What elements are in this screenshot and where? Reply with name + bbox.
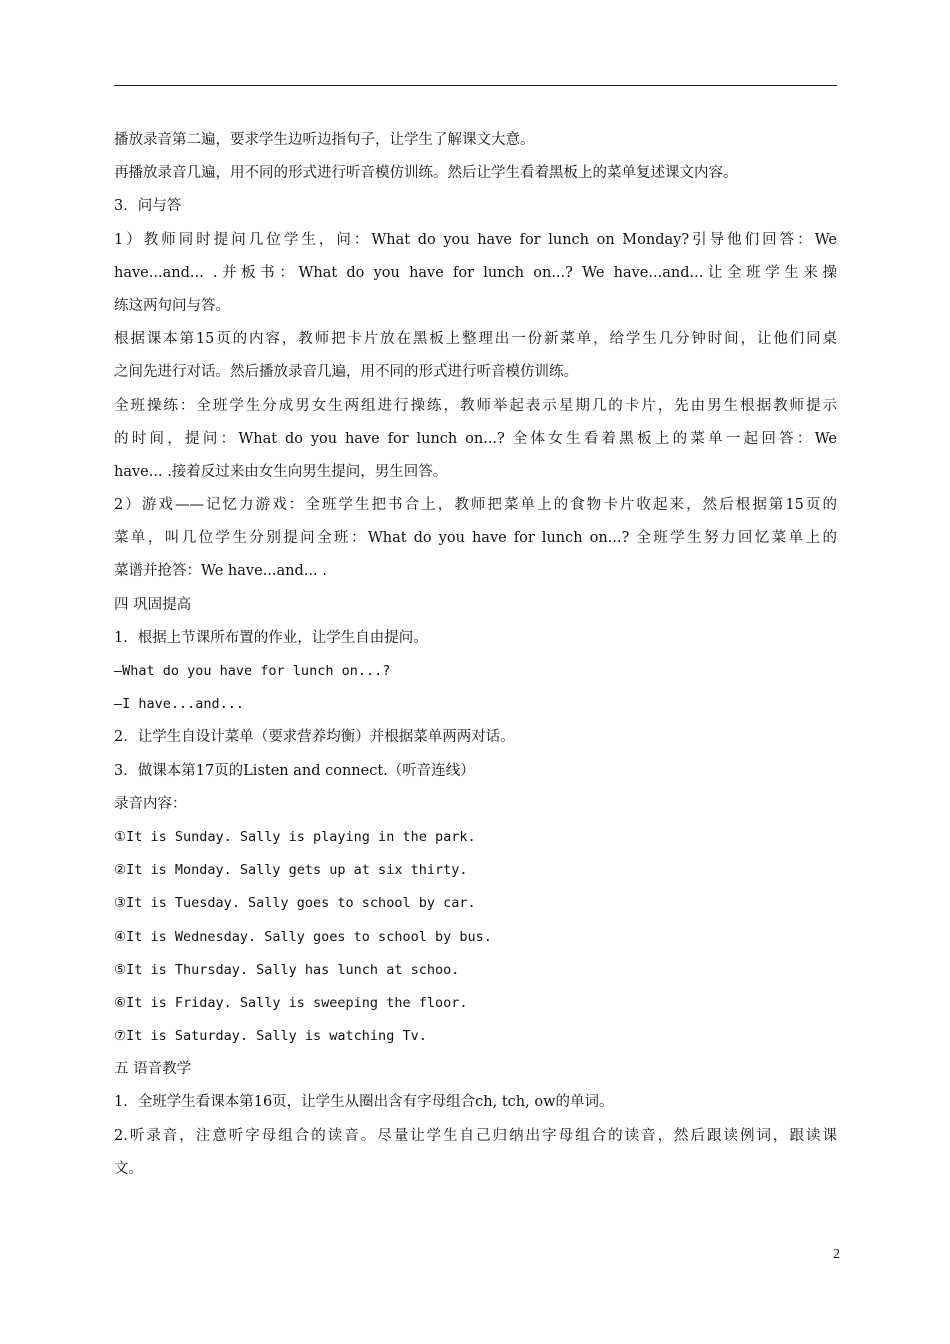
section-heading: 五 语音教学 [114, 1061, 192, 1078]
text-line: 2）游戏——记忆力游戏：全班学生把书合上，教师把菜单上的食物卡片收起来，然后根据第15页的 [114, 497, 837, 514]
text-line: 菜单，叫几位学生分别提问全班：What do you have for lunch on...? 全班学生努力回忆菜单上的 [114, 530, 837, 547]
text-line: 之间先进行对话。然后播放录音几遍，用不同的形式进行听音模仿训练。 [114, 364, 578, 381]
text-line: 文。 [114, 1160, 143, 1177]
text-line: 1．全班学生看课本第16页，让学生从圈出含有字母组合ch, tch, ow的单词。 [114, 1094, 614, 1111]
text-line: have...and... .并板书：What do you have for lunch on...? We have...and...让全班学生来操 [114, 264, 837, 281]
text-line: 再播放录音几遍，用不同的形式进行听音模仿训练。然后让学生看着黑板上的菜单复述课文内容。 [114, 165, 738, 182]
recording-item: ⑥It is Friday. Sally is sweeping the floor. [114, 994, 468, 1011]
recording-item: ①It is Sunday. Sally is playing in the park. [114, 828, 476, 845]
text-line: 全班操练：全班学生分成男女生两组进行操练，教师举起表示星期几的卡片，先由男生根据教师提示 [114, 397, 837, 414]
text-line: have... .接着反过来由女生向男生提问，男生回答。 [114, 463, 448, 480]
text-line: 1）教师同时提问几位学生，问：What do you have for lunch on Monday?引导他们回答：We [114, 231, 837, 248]
text-line: 3．做课本第17页的Listen and connect.（听音连线） [114, 762, 475, 779]
text-line: 2.听录音，注意听字母组合的读音。尽量让学生自己归纳出字母组合的读音，然后跟读例词，跟读课 [114, 1127, 837, 1144]
body-text [114, 124, 837, 1186]
text-line: 录音内容： [114, 795, 187, 812]
text-line: 的时间，提问：What do you have for lunch on...? 全体女生看着黑板上的菜单一起回答：We [114, 430, 837, 447]
text-line: 菜谱并抢答：We have...and... . [114, 563, 327, 580]
header-rule [114, 85, 837, 86]
recording-item: ③It is Tuesday. Sally goes to school by car. [114, 895, 476, 912]
text-line: 1．根据上节课所布置的作业，让学生自由提问。 [114, 629, 428, 646]
text-line: 2．让学生自设计菜单（要求营养均衡）并根据菜单两两对话。 [114, 729, 515, 746]
recording-item: ②It is Monday. Sally gets up at six thirty. [114, 862, 468, 879]
recording-item: ④It is Wednesday. Sally goes to school by bus. [114, 928, 492, 945]
text-line: 练这两句问与答。 [114, 297, 230, 314]
page-number: 2 [833, 1247, 840, 1262]
text-line: 3．问与答 [114, 198, 182, 215]
section-heading: 四 巩固提高 [114, 596, 192, 613]
dialogue-line: —What do you have for lunch on...? [114, 663, 391, 679]
text-line: 播放录音第二遍，要求学生边听边指句子，让学生了解课文大意。 [114, 132, 535, 148]
text-line: 根据课本第15页的内容，教师把卡片放在黑板上整理出一份新菜单，给学生几分钟时间，让他们同桌 [114, 331, 837, 348]
dialogue-line: —I have...and... [114, 696, 245, 713]
recording-item: ⑤It is Thursday. Sally has lunch at schoo. [114, 961, 460, 978]
recording-item: ⑦It is Saturday. Sally is watching Tv. [114, 1028, 427, 1045]
